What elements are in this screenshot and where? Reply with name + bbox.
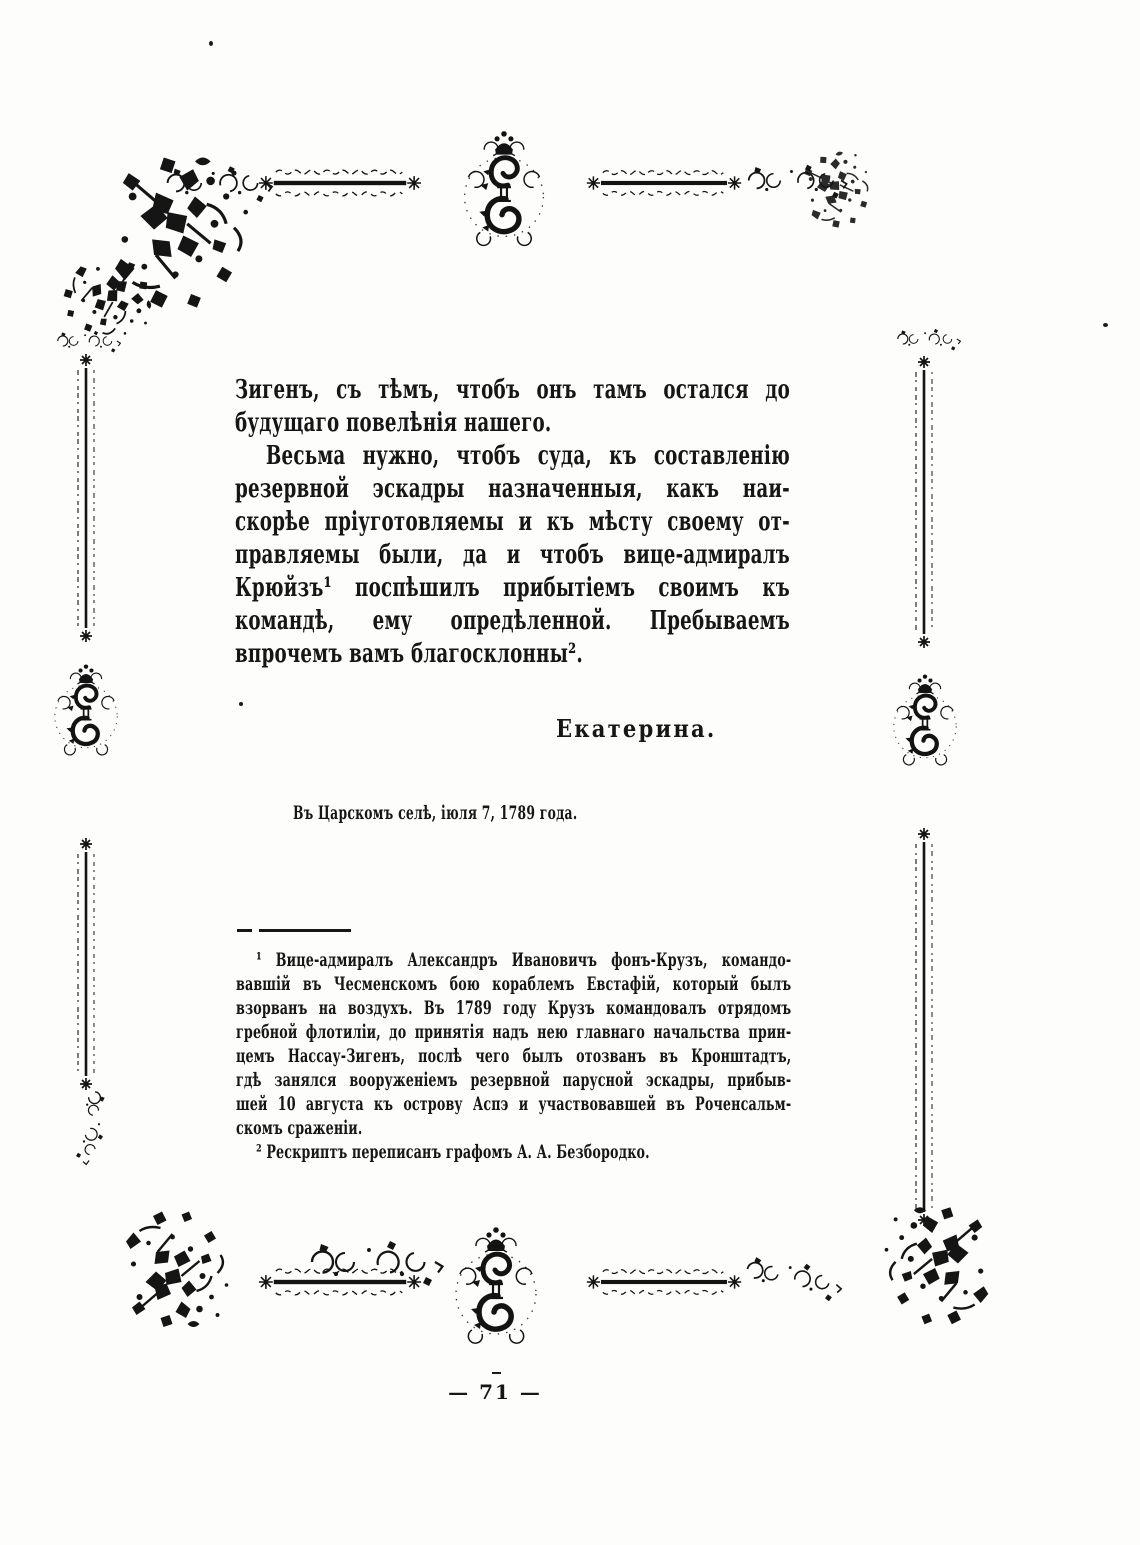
border-rule-right-lower	[909, 826, 939, 1228]
border-rule-right-upper	[909, 354, 939, 650]
border-rule-left-lower	[71, 836, 101, 1092]
footnote-line: скомъ сраженіи.	[236, 1117, 363, 1139]
signature-ekaterina: Екатерина.	[556, 714, 717, 743]
footnote-line: шей 10 августа къ острову Аспэ и участвовавшей въ Роченсальм-	[236, 1093, 792, 1115]
letter-line: Весьма нужно, чтобъ суда, къ составленію	[265, 441, 790, 471]
letter-line: впрочемъ вамъ благосклонны².	[235, 639, 583, 669]
floral-sprig-ornament-top-right	[780, 129, 911, 249]
letter-line: Крюйзъ¹ поспѣшилъ прибытіемъ своимъ къ	[235, 573, 790, 603]
dateline: Въ Царскомъ селѣ, іюля 7, 1789 года.	[293, 802, 578, 824]
letter-line: командѣ, ему опредѣленной. Пребываемъ	[235, 606, 790, 636]
scan-speck	[239, 702, 243, 706]
wavy-rule-ornament-top-right	[584, 163, 744, 203]
footnote-line: взорванъ на воздухъ. Въ 1789 году Крузъ командовалъ отрядомъ	[236, 997, 792, 1019]
scroll-cap-ornament-left-bottom	[69, 1084, 114, 1171]
crowned-monogram-ornament-bottom	[420, 1222, 572, 1362]
footnote-separator-rule	[237, 929, 351, 932]
footnote-line: гребной флотиліи, до принятія надъ нею главнаго начальства прин-	[236, 1021, 792, 1043]
scan-speck	[492, 1372, 501, 1374]
scroll-cap-ornament-right-top	[892, 322, 964, 356]
footnotes-block	[236, 948, 791, 1164]
footnote-line: ¹ Вице-адмиралъ Александръ Ивановичъ фонъ-Крузъ, командо-	[256, 949, 792, 971]
scan-speck	[1103, 323, 1108, 327]
footnote-line: вавшій въ Чесменскомъ бою кораблемъ Евстафій, который былъ	[236, 973, 792, 995]
footnote-line: цемъ Нассау-Зигенъ, послѣ чего былъ отозванъ въ Кронштадтъ,	[236, 1045, 792, 1067]
crowned-monogram-medallion-right	[886, 652, 964, 798]
letter-line: будущаго повелѣнія нашего.	[235, 408, 552, 438]
wavy-rule-ornament-bottom-left	[256, 1262, 424, 1302]
footnote-separator-line	[259, 929, 351, 932]
letter-body	[235, 374, 790, 671]
crowned-monogram-medallion-left	[47, 642, 125, 788]
border-rule-left-upper	[71, 352, 101, 644]
footnote-separator-dash	[237, 929, 252, 932]
wavy-rule-ornament-bottom-right	[584, 1262, 744, 1302]
letter-line: Зигенъ, съ тѣмъ, чтобъ онъ тамъ остался до	[235, 375, 790, 405]
floral-corner-ornament-bottom-right	[812, 1192, 1040, 1344]
wavy-rule-ornament-top-left	[256, 163, 424, 203]
letter-line: скорѣе пріуготовляемы и къ мѣсту своему от-	[235, 507, 790, 537]
footnote-line: ² Рескриптъ переписанъ графомъ А. А. Безбородко.	[256, 1141, 650, 1163]
letter-line: резервной эскадры назначенныя, какъ наи-	[235, 474, 790, 504]
crowned-monogram-ornament-top	[428, 126, 580, 264]
footnote-line: гдѣ занялся вооруженіемъ резервной парусной эскадры, прибыв-	[236, 1069, 792, 1091]
page-number: — 71 —	[448, 1380, 542, 1404]
scan-speck	[209, 41, 213, 46]
letter-line: правляемы были, да и чтобъ вице-адмиралъ	[235, 540, 790, 570]
